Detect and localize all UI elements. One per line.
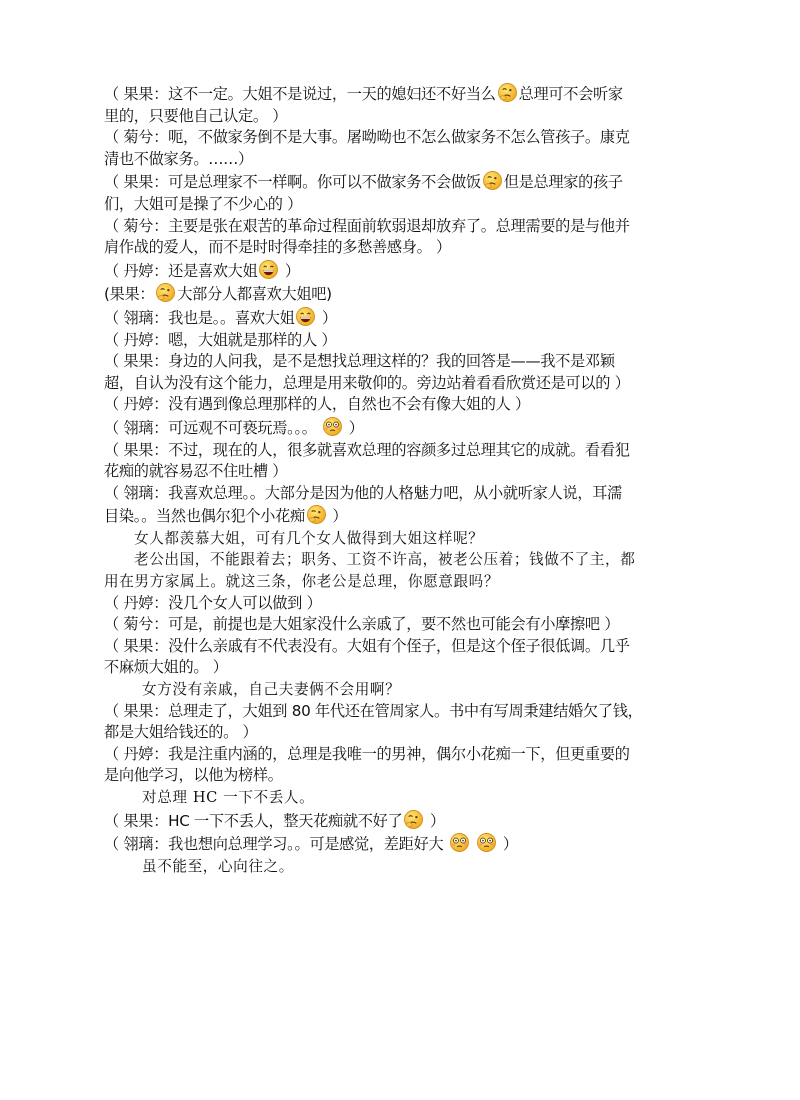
dazed-emoji-icon	[476, 832, 497, 853]
line-text: (果果：	[104, 285, 155, 304]
text-line	[104, 614, 684, 636]
text-line	[104, 82, 684, 106]
text-line	[104, 722, 684, 744]
text-line	[104, 528, 684, 550]
text-line	[104, 373, 684, 395]
text-line	[104, 636, 684, 658]
text-line	[104, 679, 684, 701]
line-text: 花痴的就容易忍不住吐槽 ）	[104, 462, 288, 481]
text-line	[104, 394, 684, 416]
line-text: （ 菊兮：可是，前提也是大姐家没什么亲戚了，要不然也可能会有小摩擦吧 ）	[104, 615, 620, 634]
thinking-emoji-icon	[155, 282, 176, 303]
text-line	[104, 282, 684, 306]
line-text: 目染。。当然也偶尔犯个小花痴	[104, 507, 305, 526]
line-text: ）	[344, 418, 364, 437]
line-text: （ 果果：没什么亲戚有不代表没有。大姐有个侄子，但是这个侄子很低调。几乎	[104, 636, 630, 655]
line-text: 用在男方家属上。就这三条，你老公是总理，你愿意跟吗？	[104, 573, 500, 591]
text-line	[104, 351, 684, 373]
text-line	[104, 440, 684, 462]
line-text: （ 果果：身边的人问我，是不是想找总理这样的？我的回答是——我不是邓颖	[104, 352, 615, 371]
line-text: 大部分人都喜欢大姐吧)	[177, 285, 332, 304]
text-line	[104, 657, 684, 679]
dazed-emoji-icon	[322, 416, 343, 437]
text-line	[104, 216, 684, 238]
text-line	[104, 194, 684, 216]
text-line	[104, 106, 684, 128]
line-text: （ 果果：这不一定。大姐不是说过，一天的媳妇还不好当么	[104, 85, 496, 103]
thinking-emoji-icon	[482, 170, 503, 191]
line-text: 女人都羡慕大姐，可有几个女人做得到大姐这样呢？	[134, 529, 484, 547]
text-line	[104, 549, 684, 571]
line-text: 总理可不会听家	[518, 85, 623, 103]
line-text: （ 丹婷：还是喜欢大姐	[104, 261, 258, 280]
line-text: （ 翎璃：可远观不可亵玩焉。。。	[104, 418, 322, 437]
line-text: 但是总理家的孩子	[503, 173, 623, 192]
grin-emoji-icon	[295, 306, 316, 327]
line-text: 老公出国，不能跟着去；职务、工资不许高，被老公压着；钱做不了主，都	[134, 551, 636, 569]
text-line	[104, 416, 684, 440]
text-line	[104, 149, 684, 171]
line-text: （ 菊兮：主要是张在艰苦的革命过程面前软弱退却放弃了。总理需要的是与他并	[104, 216, 630, 235]
line-text: （ 丹婷：没几个女人可以做到 ）	[104, 593, 322, 612]
text-line	[104, 483, 684, 505]
text-line	[104, 127, 684, 149]
thinking-emoji-icon	[497, 82, 518, 103]
line-text: （ 翎璃：我喜欢总理。。大部分是因为他的人格魅力吧，从小就听家人说，耳濡	[104, 483, 622, 502]
text-line	[104, 856, 684, 878]
text-line	[104, 593, 684, 615]
text-line	[104, 170, 684, 194]
line-text: （ 果果：可是总理家不一样啊。你可以不做家务不会做饭	[104, 173, 481, 192]
text-line	[104, 237, 684, 259]
line-text: 肩作战的爱人，而不是时时得牵挂的多愁善感身。 ）	[104, 238, 451, 257]
text-line	[104, 744, 684, 766]
text-line	[104, 504, 684, 528]
line-text: 清也不做家务。……）	[104, 149, 253, 168]
line-text: 都是大姐给钱还的。 ）	[104, 723, 258, 742]
text-line	[104, 765, 684, 787]
thinking-emoji-icon	[403, 809, 424, 830]
text-line	[104, 701, 684, 723]
line-text: （ 丹婷：嗯，大姐就是那样的人 ）	[104, 330, 337, 349]
dazed-emoji-icon	[449, 832, 470, 853]
text-line	[104, 571, 684, 593]
line-text: （ 翎璃：我也想向总理学习。。可是感觉，差距好大	[104, 835, 448, 854]
text-line	[104, 787, 684, 809]
text-line	[104, 461, 684, 483]
grin-emoji-icon	[258, 259, 279, 280]
line-text: （ 丹婷：我是注重内涵的，总理是我唯一的男神，偶尔小花痴一下，但更重要的	[104, 744, 630, 763]
document-body	[104, 82, 684, 877]
thinking-emoji-icon	[306, 504, 327, 525]
line-text: （ 翎璃：我也是。。喜欢大姐	[104, 308, 295, 327]
line-text: ）	[498, 835, 518, 854]
line-text: ）	[425, 811, 445, 830]
line-text: 里的，只要他自己认定。 ）	[104, 106, 288, 125]
line-text: 女方没有亲戚，自己夫妻俩不会用啊？	[142, 681, 401, 699]
line-text: （ 果果：HC 一下不丢人，整天花痴就不好了	[104, 811, 403, 830]
line-text: ）	[280, 261, 300, 280]
text-line	[104, 809, 684, 833]
line-text: 虽不能至，心向往之。	[142, 857, 294, 875]
line-text: （ 菊兮：呃，不做家务倒不是大事。屠呦呦也不怎么做家务不怎么管孩子。康克	[104, 128, 630, 147]
line-text: 不麻烦大姐的。 ）	[104, 658, 228, 677]
text-line	[104, 259, 684, 283]
line-text: ）	[327, 507, 348, 526]
line-text: 超，自认为没有这个能力，总理是用来敬仰的。旁边站着看看欣赏还是可以的 ）	[104, 373, 630, 392]
line-text: （ 果果：不过，现在的人，很多就喜欢总理的容颜多过总理其它的成就。看看犯	[104, 440, 630, 459]
line-text: （ 果果：总理走了，大姐到 80 年代还在管周家人。书中有写周秉建结婚欠了钱，	[104, 701, 643, 720]
line-text: （ 丹婷：没有遇到像总理那样的人，自然也不会有像大姐的人 ）	[104, 395, 530, 414]
line-text: 是向他学习，以他为榜样。	[104, 766, 283, 785]
line-text: 们，大姐可是操了不少心的 ）	[104, 194, 303, 213]
line-text: ）	[317, 308, 337, 327]
line-text: 对总理 HC 一下不丢人。	[142, 789, 315, 806]
line-text	[471, 835, 476, 853]
text-line	[104, 306, 684, 330]
text-line	[104, 330, 684, 352]
text-line	[104, 832, 684, 856]
